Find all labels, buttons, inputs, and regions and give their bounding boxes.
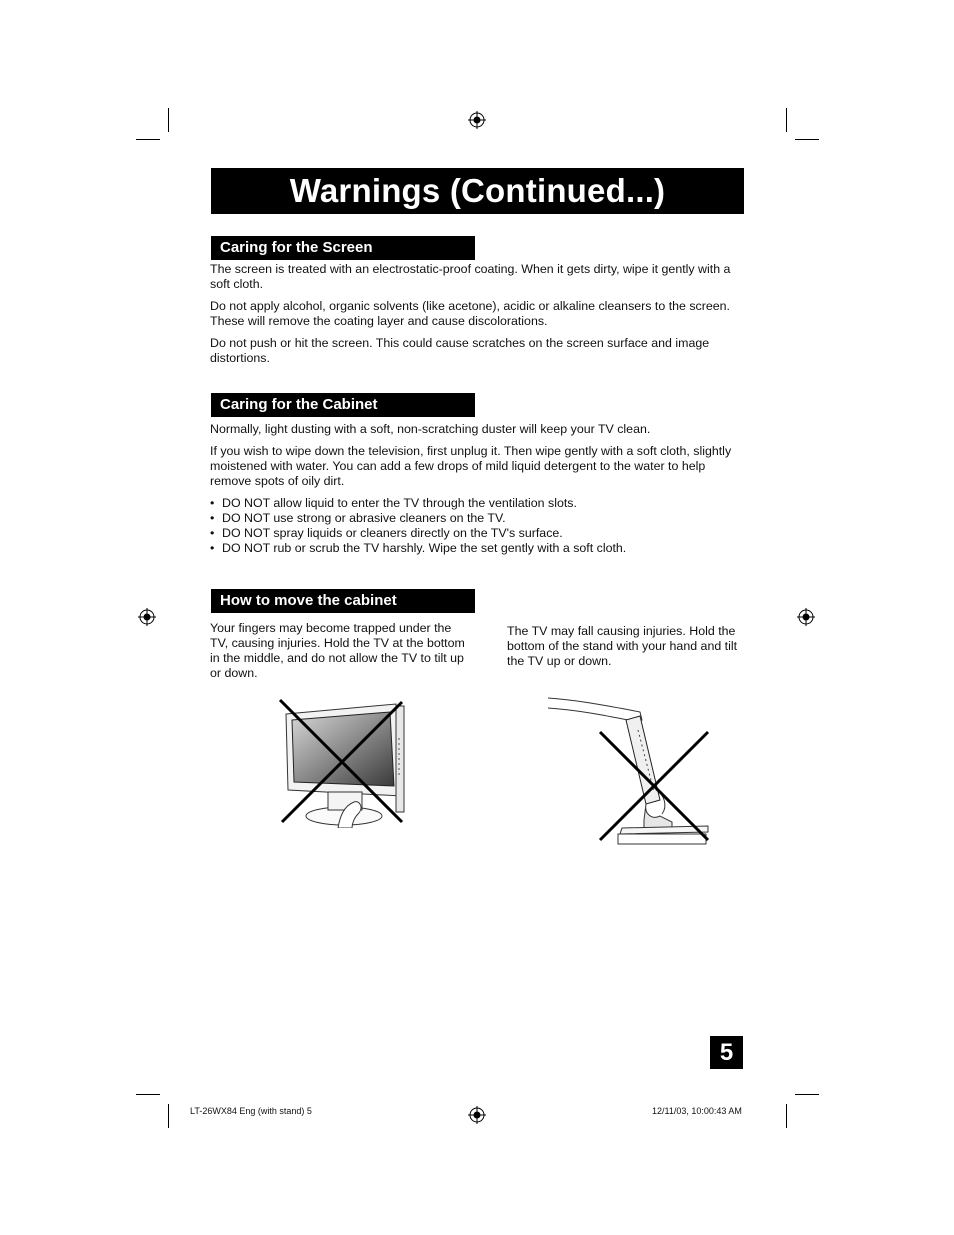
footer-timestamp: 12/11/03, 10:00:43 AM [652,1106,742,1116]
screen-paragraph-1: The screen is treated with an electrostatic-proof coating. When it gets dirty, wipe it gently with a soft cloth. [210,262,731,291]
footer-file-info: LT-26WX84 Eng (with stand) 5 [190,1106,312,1116]
screen-paragraph-3: Do not push or hit the screen. This could cause scratches on the screen surface and image distortions. [210,336,710,365]
registration-mark-icon [468,1106,486,1124]
crop-mark [786,1104,787,1128]
crop-mark [795,1094,819,1095]
crop-mark [136,139,160,140]
cabinet-bullet-list [210,496,744,556]
move-left-text: Your fingers may become trapped under the TV, causing injuries. Hold the TV at the bottom in the middle, and do not allow the TV to tilt up or down. [210,621,465,680]
page-title-bar [211,168,744,214]
section-heading-move: How to move the cabinet [211,589,475,613]
page-title: Warnings (Continued...) [289,172,666,209]
registration-mark-icon [468,111,486,129]
list-item: • DO NOT spray liquids or cleaners directly on the TV's surface. [210,526,744,541]
registration-mark-icon [797,608,815,626]
tv-front-crossed-illustration [278,698,410,828]
list-item: • DO NOT use strong or abrasive cleaners on the TV. [210,511,744,526]
section-heading-screen: Caring for the Screen [211,236,475,260]
crop-mark [795,139,819,140]
tv-side-crossed-illustration [548,694,714,846]
list-item: • DO NOT allow liquid to enter the TV through the ventilation slots. [210,496,744,511]
registration-mark-icon [138,608,156,626]
cabinet-paragraph-1: Normally, light dusting with a soft, non-scratching duster will keep your TV clean. [210,422,651,436]
section-heading-cabinet: Caring for the Cabinet [211,393,475,417]
page-number: 5 [710,1036,743,1069]
crop-mark [786,108,787,132]
list-item: • DO NOT rub or scrub the TV harshly. Wipe the set gently with a soft cloth. [210,541,744,556]
move-right-text: The TV may fall causing injuries. Hold the bottom of the stand with your hand and tilt the TV up or down. [507,624,738,668]
crop-mark [168,108,169,132]
cabinet-paragraph-2: If you wish to wipe down the television, first unplug it. Then wipe gently with a soft cloth, slightly moistened with water. You can add a few drops of mild liquid detergent to the water to help remove spots of oily dirt. [210,444,732,488]
crop-mark [136,1094,160,1095]
screen-paragraph-2: Do not apply alcohol, organic solvents (like acetone), acidic or alkaline cleansers to the screen. These will remove the coating layer and cause discolorations. [210,299,730,328]
crop-mark [168,1104,169,1128]
